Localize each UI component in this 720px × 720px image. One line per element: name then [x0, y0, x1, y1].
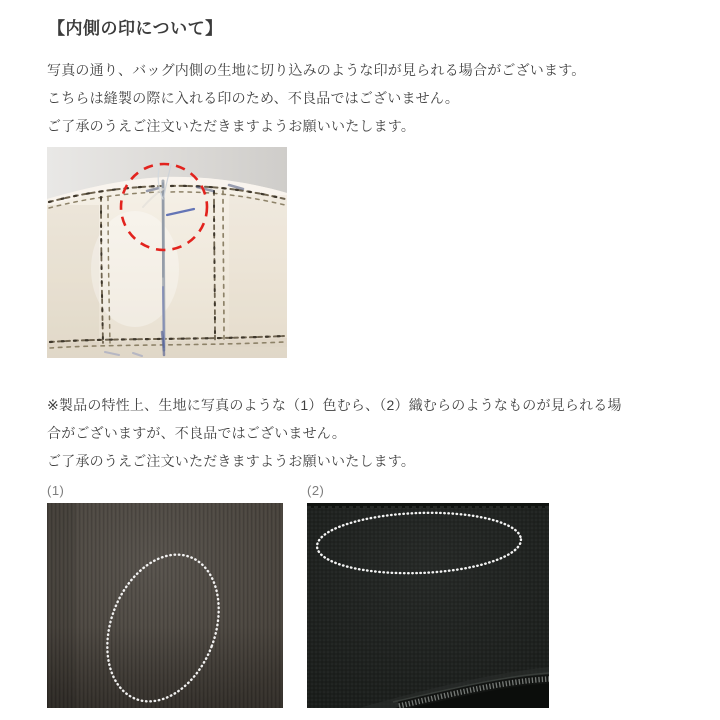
figure-2 [307, 483, 549, 708]
figure-1 [47, 483, 283, 708]
figure-1-label: (1) [47, 483, 65, 498]
left-panel-shade [47, 205, 99, 347]
example-photos-row [47, 483, 720, 708]
note-paragraph [47, 391, 720, 475]
weave-unevenness-photo [307, 503, 549, 708]
color-unevenness-photo [47, 503, 283, 708]
intro-paragraph [47, 56, 720, 140]
seam-mark-photo [47, 147, 287, 358]
center-panel-highlight [91, 211, 179, 327]
note-line-2: 合がございますが、不良品ではございません。 [47, 425, 347, 441]
figure-2-label: (2) [307, 483, 325, 498]
intro-line-3: ご了承のうえご注文いただきますようお願いいたします。 [47, 118, 416, 134]
section-heading: 【内側の印について】 [48, 19, 223, 38]
note-line-3: ご了承のうえご注文いただきますようお願いいたします。 [47, 453, 416, 469]
left-edge-shade [47, 503, 75, 708]
note-line-1: ※製品の特性上、生地に写真のような（1）色むら、（2）織むらのようなものが見られる場 [47, 397, 622, 413]
fabric-shadow [47, 503, 283, 708]
intro-line-1: 写真の通り、バッグ内側の生地に切り込みのような印が見られる場合がございます。 [47, 62, 586, 78]
intro-line-2: こちらは縫製の際に入れる印のため、不良品ではございません。 [47, 90, 460, 106]
right-panel-shade [229, 195, 287, 347]
